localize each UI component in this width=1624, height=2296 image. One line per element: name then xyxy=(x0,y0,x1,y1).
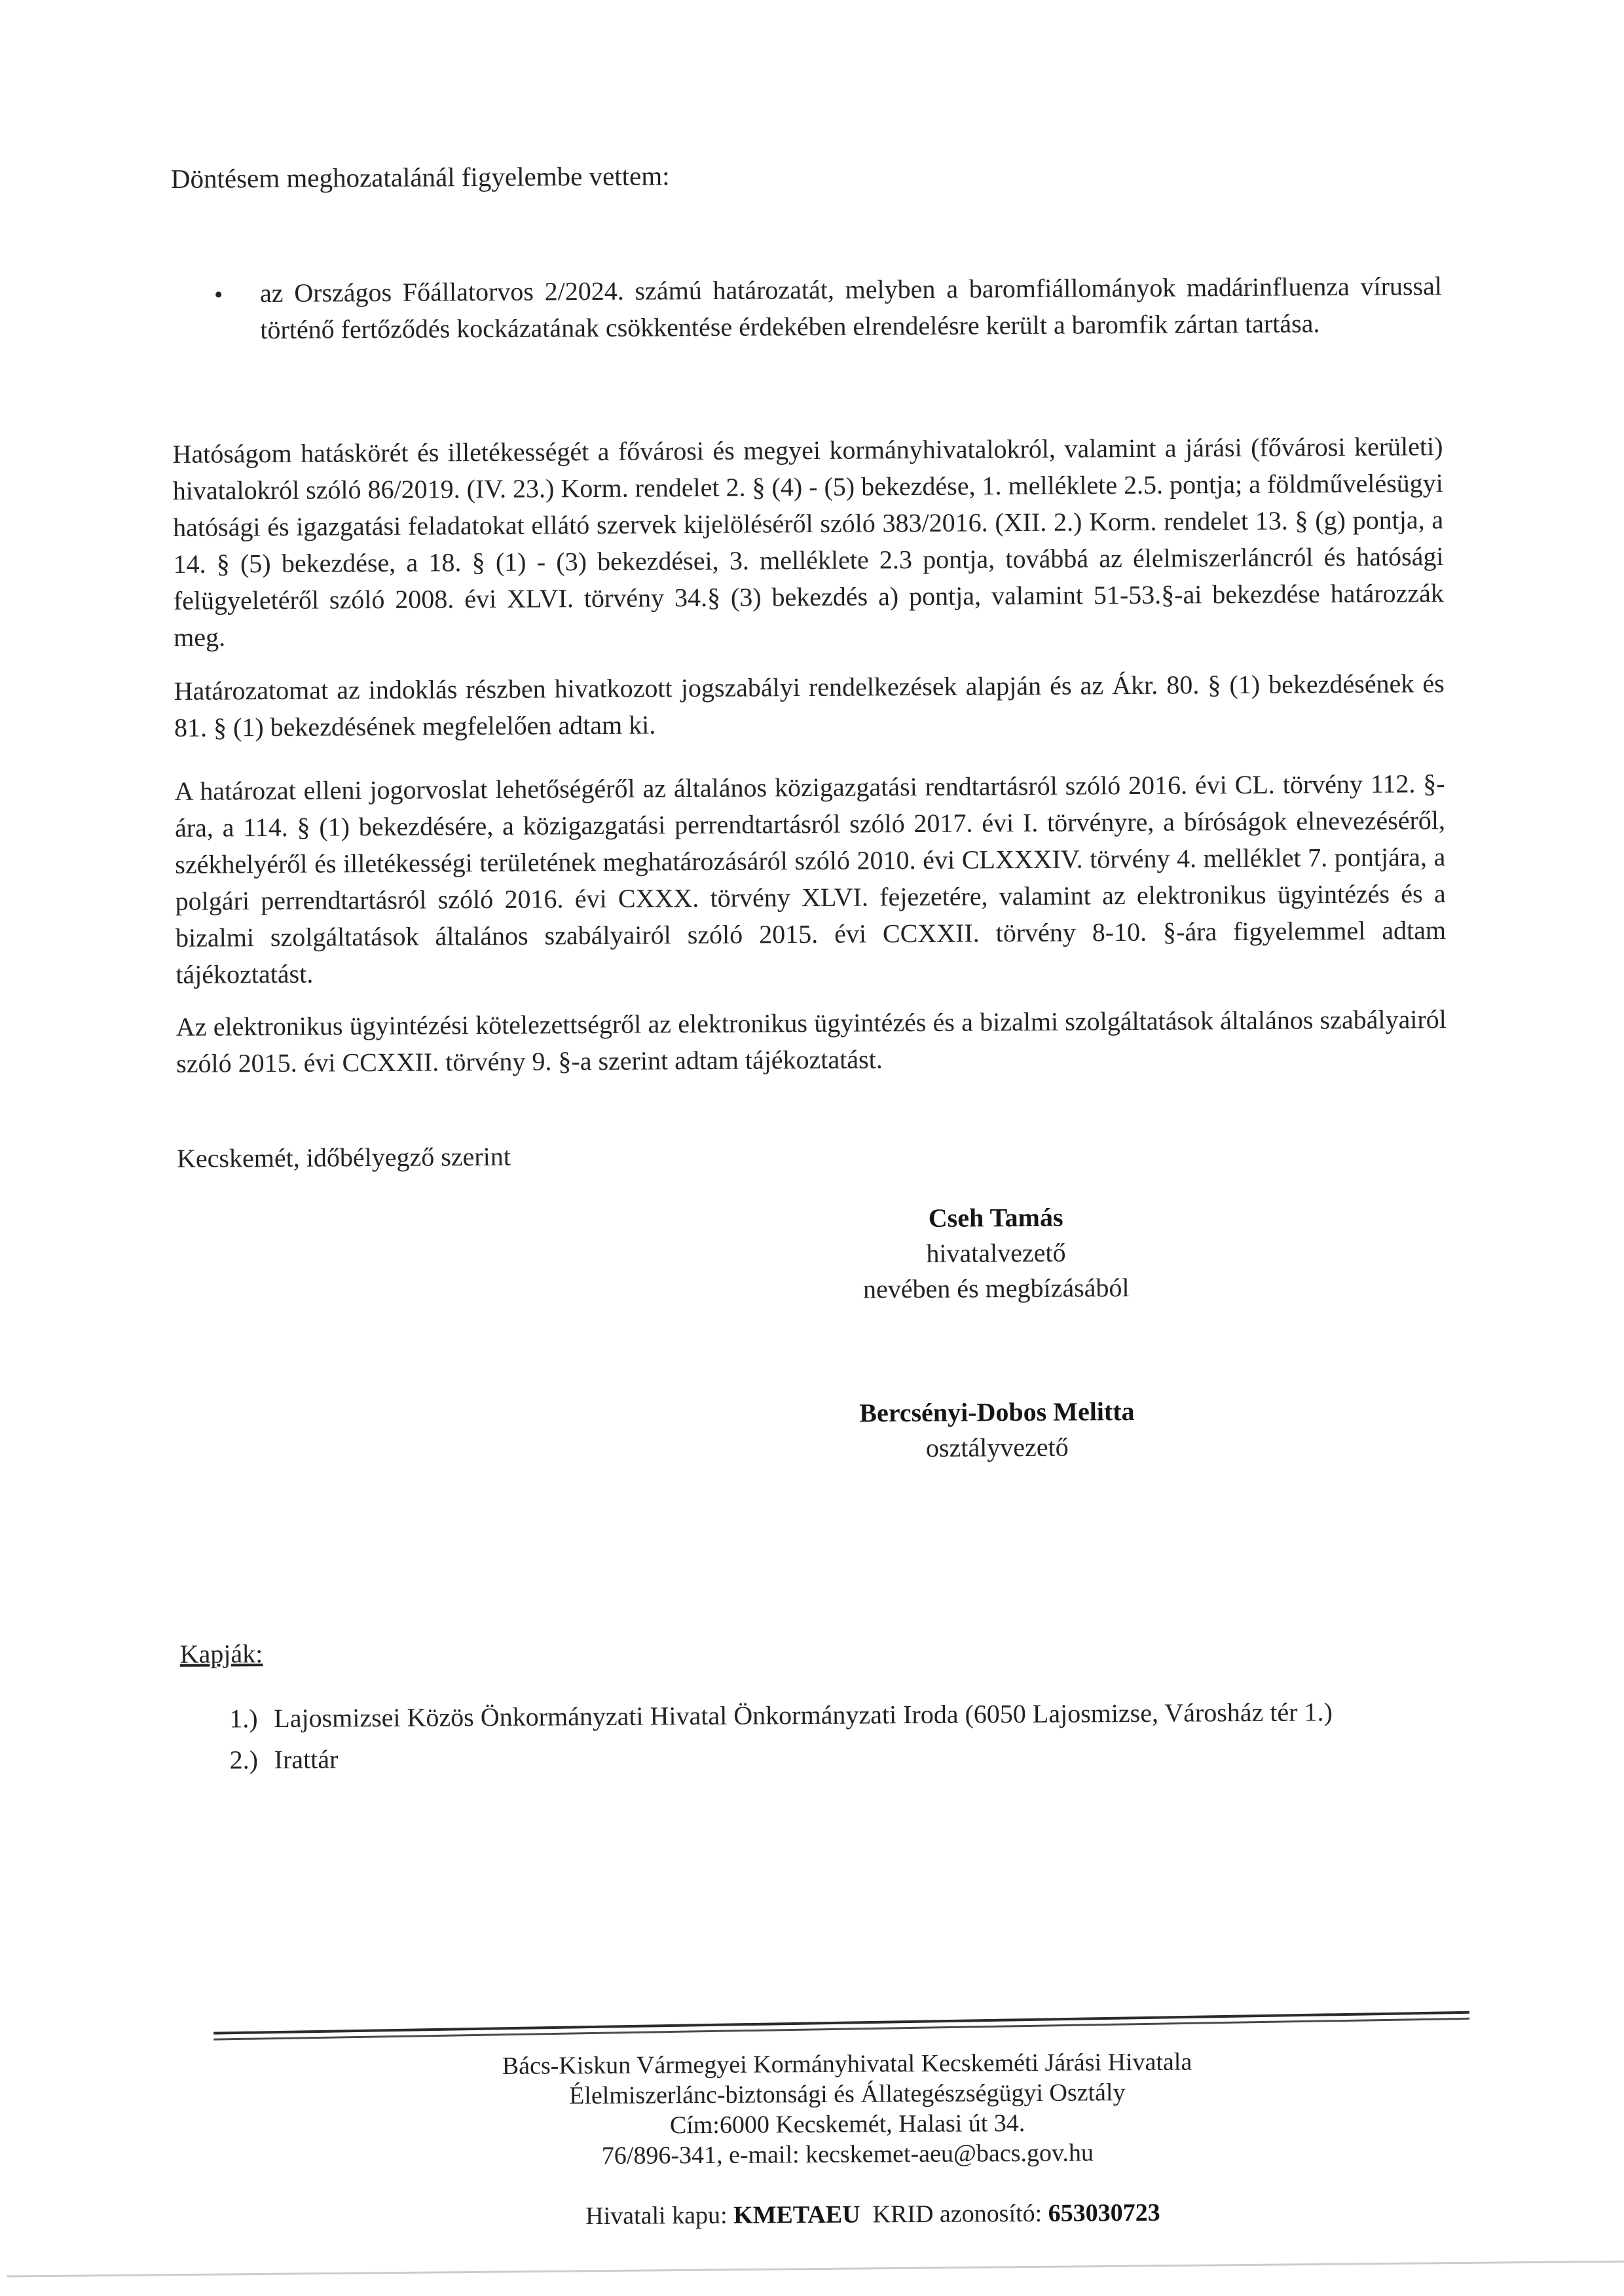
paragraph-e-administration: Az elektronikus ügyintézési kötelezettségről az elektronikus ügyintézés és a bizalmi szolgáltatások általános szabályairól szóló 2015. évi CCXXII. törvény 9. §-a szerint adtam tájékoztatást. xyxy=(175,1004,1447,1078)
footer-office-name: Bács-Kiskun Vármegyei Kormányhivatal Kecskeméti Járási Hivatala xyxy=(502,2048,1192,2080)
dateline: Kecskemét, időbélyegző szerint xyxy=(176,1141,511,1173)
bullet-item xyxy=(214,268,1443,348)
recipient-row xyxy=(229,1731,1572,1781)
recipients-heading: Kapják: xyxy=(179,1639,263,1669)
signatory-title-secondary: osztályvezető xyxy=(925,1432,1069,1463)
signatory-note: nevében és megbízásából xyxy=(862,1273,1130,1304)
footer-divider-rule xyxy=(213,2011,1469,2041)
portal-code: KMETAEU xyxy=(733,2200,860,2229)
intro-heading: Döntésem meghozatalánál figyelembe vettem: xyxy=(170,160,670,194)
footer xyxy=(35,2044,1624,2265)
footer-contact: 76/896-341, e-mail: kecskemet-aeu@bacs.gov.hu xyxy=(601,2139,1094,2170)
paragraph-legal-remedy: A határozat elleni jogorvoslat lehetőségéről az általános közigazgatási rendtartásról szóló 2016. évi CL. törvény 112. §-ára, a 114. § (1) bekezdésére, a közigazgatási perrendtartásról szóló 2017. évi I. törvényre, a bíróságok elnevezéséről, székhelyéről és illetékességi területének meghatározásáról szóló 2010. évi CLXXXIV. törvény 4. melléklet 7. pontjára, a polgári perrendtartásról szóló 2016. évi CXXX. törvény XLVI. fejezetére, valamint az elektronikus ügyintézés és a bizalmi szolgáltatások általános szabályairól szóló 2015. évi CCXXII. törvény 8-10. §-ára figyelemmel adtam tájékoztatást. xyxy=(174,769,1447,989)
portal-label: Hivatali kapu: xyxy=(585,2201,734,2231)
signatory-title-primary: hivatalvezető xyxy=(926,1237,1066,1268)
footer-department: Élelmiszerlánc-biztonsági és Állategészségügyi Osztály xyxy=(568,2079,1126,2110)
paragraph-decision-basis: Határozatomat az indoklás részben hivatkozott jogszabályi rendelkezések alapján és az Ákr. 80. § (1) bekezdésének és 81. § (1) bekezdésének megfelelően adtam ki. xyxy=(174,668,1445,742)
footer-portal-line xyxy=(36,2164,1624,2265)
bullet-item-text: az Országos Főállatorvos 2/2024. számú határozatát, melyben a baromfiállományok madárinfluenza vírussal történő fertőződés kockázatának csökkentése érdekében elrendelésre került a baromfik zártan tartása. xyxy=(259,271,1443,345)
signature-block-secondary xyxy=(735,1393,1259,1467)
recipient-number: 1.) xyxy=(229,1704,258,1734)
signatory-name-secondary: Bercsényi-Dobos Melitta xyxy=(859,1396,1135,1428)
paragraph-jurisdiction: Hatóságom hatáskörét és illetékességét a fővárosi és megyei kormányhivatalokról, valamint a járási (fővárosi kerületi) hivatalokról szóló 86/2019. (IV. 23.) Korm. rendelet 2. § (4) - (5) bekezdése, 1. melléklete 2.5. pontja; a földművelésügyi hatósági és igazgatási feladatokat ellátó szervek kijelöléséről szóló 383/2016. (XII. 2.) Korm. rendelet 13. § (g) pontja, a 14. § (5) bekezdése, a 18. § (1) - (3) bekezdései, 3. melléklete 2.3 pontja, továbbá az élelmiszerláncról és hatósági felügyeletéről szóló 2008. évi XLVI. törvény 34.§ (3) bekezdés a) pontja, valamint 51-53.§-ai bekezdése határozzák meg. xyxy=(172,431,1444,652)
krid-value: 653030723 xyxy=(1048,2198,1160,2227)
signatory-name-primary: Cseh Tamás xyxy=(928,1202,1063,1233)
footer-address: Cím:6000 Kecskemét, Halasi út 34. xyxy=(669,2109,1025,2140)
bullet-icon: • xyxy=(213,281,223,309)
signature-block-primary xyxy=(734,1199,1259,1308)
recipient-text: Lajosmizsei Közös Önkormányzati Hivatal Önkormányzati Iroda (6050 Lajosmizse, Városház tér 1.) xyxy=(274,1697,1333,1734)
recipient-number: 2.) xyxy=(229,1745,259,1775)
recipient-text: Irattár xyxy=(274,1744,339,1775)
krid-label: KRID azonosító: xyxy=(860,2199,1048,2229)
